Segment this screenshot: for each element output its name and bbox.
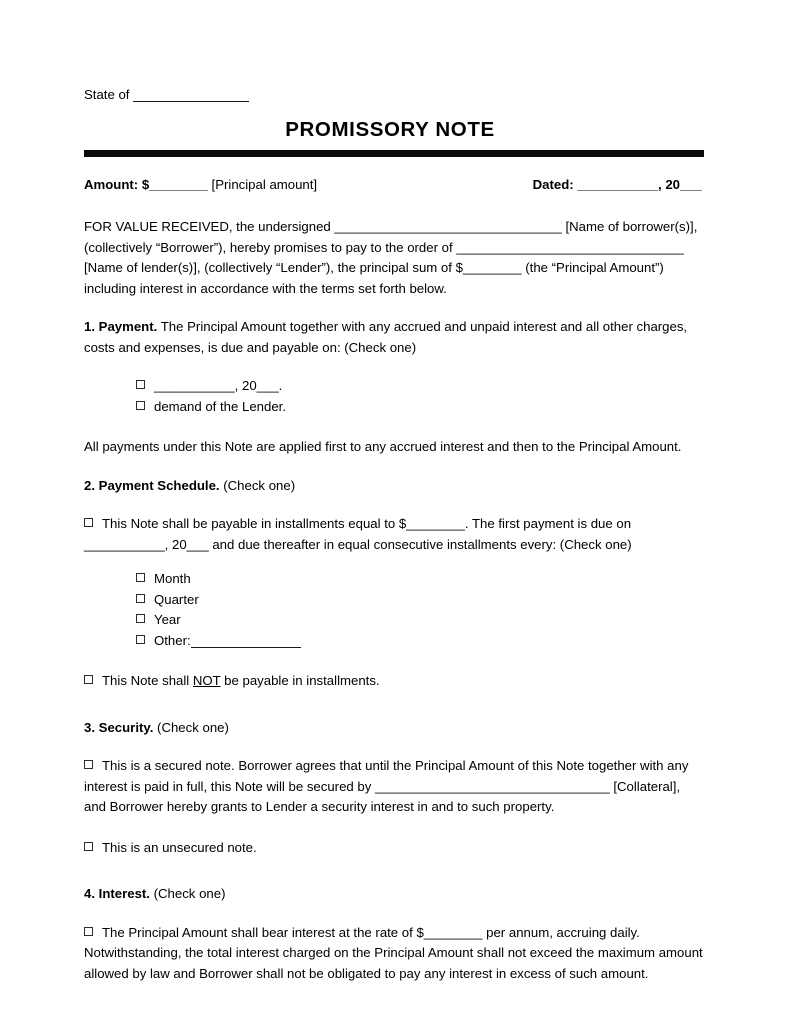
- schedule-option-no-installments-pre: This Note shall: [102, 673, 193, 688]
- frequency-option-quarter[interactable]: [84, 590, 704, 611]
- schedule-option-installments[interactable]: [84, 514, 704, 555]
- frequency-option-quarter-label: Quarter: [154, 591, 199, 607]
- checkbox-icon[interactable]: [136, 380, 145, 389]
- interest-option-rate-label: The Principal Amount shall bear interest at the rate of $________ per annum, accruing daily. Notwithstanding, the total interest charged on the Principal Amount shall not exceed the maximum amount allowed by law and Borrower shall not be obligated to pay any interest in excess of such amount.: [84, 924, 703, 981]
- checkbox-icon[interactable]: [84, 842, 93, 851]
- section-1-heading: [84, 317, 704, 358]
- spacer: [84, 818, 704, 838]
- section-2-heading: [84, 476, 704, 497]
- frequency-option-year[interactable]: [84, 610, 704, 631]
- spacer: [84, 692, 704, 718]
- section-1-lead: The Principal Amount together with any accrued and unpaid interest and all other charges, costs and expenses, is due and payable on: (Check one): [84, 319, 688, 355]
- checkbox-icon[interactable]: [84, 675, 93, 684]
- state-of-line: [84, 86, 704, 104]
- payments-applied-note: All payments under this Note are applied first to any accrued interest and then to the Principal Amount.: [84, 439, 682, 454]
- intro-paragraph: FOR VALUE RECEIVED, the undersigned _______________________________ [Name of borrower(s)], (collectively “Borrower”), hereby promises to pay to the order of _______________________________ [Name of lender(s)], (collectively “Lender”), the principal sum of $________ (the “Principal Amount”) including interest in accordance with the terms set forth below.: [84, 219, 698, 296]
- section-2-number: 2. Payment Schedule.: [84, 477, 220, 493]
- interest-option-rate[interactable]: [84, 923, 704, 985]
- section-4-number: 4. Interest.: [84, 886, 150, 901]
- payment-option-demand[interactable]: [84, 397, 704, 418]
- security-option-secured-label: This is a secured note. Borrower agrees that until the Principal Amount of this Note together with any interest is paid in full, this Note will be secured by ________________________________ [Collateral], and Borrower hereby grants to Lender a security interest in and to such property.: [84, 758, 689, 814]
- checkbox-icon[interactable]: [136, 573, 145, 582]
- checkbox-icon[interactable]: [84, 760, 93, 769]
- security-option-unsecured[interactable]: [84, 838, 704, 859]
- state-of-label: State of: [84, 87, 130, 102]
- meta-row: [84, 177, 704, 192]
- payment-option-date-label: ___________, 20___.: [154, 378, 283, 393]
- frequency-option-other-blank[interactable]: [191, 647, 301, 648]
- spacer: [84, 500, 704, 514]
- checkbox-icon[interactable]: [136, 594, 145, 603]
- spacer: [84, 651, 704, 671]
- checkbox-icon[interactable]: [136, 401, 145, 410]
- amount-label: Amount: $________: [84, 177, 208, 192]
- schedule-option-no-installments[interactable]: [84, 671, 704, 692]
- schedule-option-no-installments-post: be payable in installments.: [220, 673, 380, 688]
- amount-hint: [Principal amount]: [207, 177, 318, 192]
- section-3-hint: (Check one): [153, 719, 229, 735]
- frequency-option-other-label: Other:: [154, 632, 191, 648]
- frequency-option-other[interactable]: [84, 631, 704, 652]
- section-3-number: 3. Security.: [84, 719, 154, 735]
- section-1-number: 1. Payment.: [84, 319, 158, 334]
- checkbox-icon[interactable]: [84, 927, 93, 936]
- security-option-secured[interactable]: [84, 756, 704, 818]
- section-3-heading: [84, 718, 704, 739]
- title-divider: [84, 150, 704, 157]
- schedule-option-not-emphasis: NOT: [192, 673, 221, 688]
- security-option-unsecured-label: This is an unsecured note.: [102, 839, 257, 855]
- checkbox-icon[interactable]: [84, 518, 93, 527]
- spacer: [84, 555, 704, 569]
- section-4-hint: (Check one): [149, 886, 226, 901]
- page-title: PROMISSORY NOTE: [285, 118, 495, 141]
- checkbox-icon[interactable]: [136, 635, 145, 644]
- schedule-option-installments-label: This Note shall be payable in installments equal to $________. The first payment is due on ___________, 20___ and due thereafter in equal consecutive installments every: (Check one): [84, 516, 632, 552]
- frequency-option-month[interactable]: [84, 569, 704, 590]
- spacer: [84, 742, 704, 756]
- dated-field: Dated: ___________, 20___: [532, 177, 702, 192]
- payment-option-demand-label: demand of the Lender.: [154, 398, 286, 414]
- frequency-option-month-label: Month: [154, 571, 191, 586]
- payment-option-date[interactable]: [84, 376, 704, 397]
- frequency-option-year-label: Year: [154, 612, 181, 627]
- document-content: [84, 86, 704, 984]
- spacer: [84, 362, 704, 376]
- spacer: [84, 858, 704, 884]
- amount-field: [84, 177, 317, 192]
- spacer: [84, 909, 704, 923]
- section-4-heading: [84, 884, 704, 905]
- spacer: [84, 417, 704, 437]
- checkbox-icon[interactable]: [136, 614, 145, 623]
- state-of-blank[interactable]: [133, 101, 249, 102]
- section-2-hint: (Check one): [219, 477, 296, 493]
